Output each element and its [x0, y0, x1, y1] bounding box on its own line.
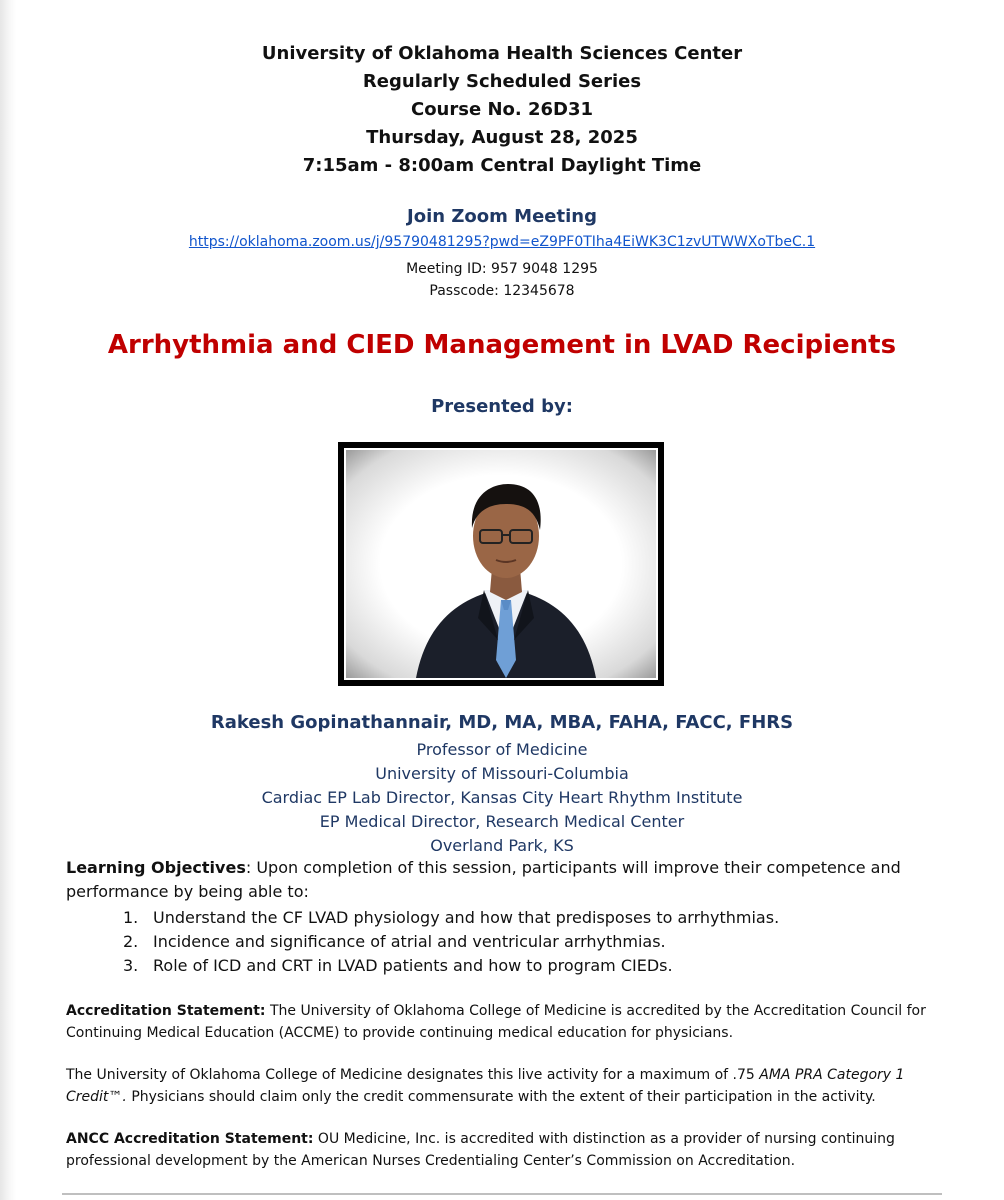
speaker-title: Professor of Medicine — [416, 740, 588, 759]
course-number: Course No. 26D31 — [410, 99, 594, 120]
speaker-title: EP Medical Director, Research Medical Center — [319, 812, 685, 831]
list-item — [66, 906, 944, 930]
speaker-titles — [0, 738, 1004, 858]
zoom-meeting-link[interactable]: https://oklahoma.zoom.us/j/95790481295?pwd=eZ9PF0TIha4EiWK3C1zvUTWWXoTbeC.1 — [188, 234, 816, 250]
page-edge-shadow — [0, 0, 16, 1200]
institution-name: University of Oklahoma Health Sciences Center — [261, 43, 743, 64]
objective-text: Understand the CF LVAD physiology and how that predisposes to arrhythmias. — [153, 908, 780, 927]
objective-number: 1. — [123, 908, 139, 927]
credit-type: AMA PRA Category 1 Credit™. — [66, 1067, 905, 1105]
credit-designation — [66, 1064, 944, 1108]
designation-text-after: Physicians should claim only the credit commensurate with the extent of their participation in the activity. — [126, 1089, 876, 1105]
speaker-photo — [344, 448, 658, 680]
objective-text: Incidence and significance of atrial and ventricular arrhythmias. — [153, 932, 666, 951]
list-item — [66, 930, 944, 954]
ancc-statement — [66, 1128, 944, 1172]
speaker-portrait-illustration — [346, 450, 656, 678]
series-name: Regularly Scheduled Series — [362, 71, 642, 92]
event-header — [0, 40, 1004, 180]
accreditation-label: Accreditation Statement: — [66, 1003, 266, 1019]
objectives-list — [66, 906, 944, 978]
passcode: Passcode: 12345678 — [429, 283, 575, 299]
zoom-heading: Join Zoom Meeting — [407, 206, 597, 227]
event-time: 7:15am - 8:00am Central Daylight Time — [302, 155, 702, 176]
speaker-name: Rakesh Gopinathannair, MD, MA, MBA, FAHA, FACC, FHRS — [210, 712, 794, 733]
event-date: Thursday, August 28, 2025 — [366, 127, 638, 148]
learning-objectives — [66, 856, 944, 978]
speaker-title: Cardiac EP Lab Director, Kansas City Heart Rhythm Institute — [261, 788, 743, 807]
talk-title: Arrhythmia and CIED Management in LVAD Recipients — [107, 330, 897, 360]
speaker-title: University of Missouri-Columbia — [375, 764, 629, 783]
designation-text: The University of Oklahoma College of Medicine designates this live activity for a maximum of .75 — [66, 1067, 760, 1083]
list-item — [66, 954, 944, 978]
zoom-link-row — [0, 234, 1004, 250]
objectives-intro-text: : Upon completion of this session, participants will improve their competence and performance by being able to: — [66, 858, 901, 901]
speaker-title: Overland Park, KS — [430, 836, 574, 855]
zoom-details — [0, 258, 1004, 302]
ancc-text: OU Medicine, Inc. is accredited with distinction as a provider of nursing continuing professional development by the American Nurses Credentialing Center’s Commission on Accreditation. — [66, 1131, 895, 1169]
speaker-photo-frame — [338, 442, 664, 686]
objectives-intro — [66, 856, 944, 904]
objectives-label: Learning Objectives — [66, 858, 246, 877]
accreditation-statement — [66, 1000, 944, 1044]
objective-number: 2. — [123, 932, 139, 951]
page-bottom-rule — [62, 1193, 942, 1195]
meeting-id: Meeting ID: 957 9048 1295 — [406, 261, 598, 277]
objective-number: 3. — [123, 956, 139, 975]
objective-text: Role of ICD and CRT in LVAD patients and how to program CIEDs. — [153, 956, 673, 975]
ancc-label: ANCC Accreditation Statement: — [66, 1131, 314, 1147]
accreditation-text: The University of Oklahoma College of Medicine is accredited by the Accreditation Council for Continuing Medical Education (ACCME) to provide continuing medical education for physicians. — [66, 1003, 926, 1041]
presented-by: Presented by: — [431, 396, 573, 417]
